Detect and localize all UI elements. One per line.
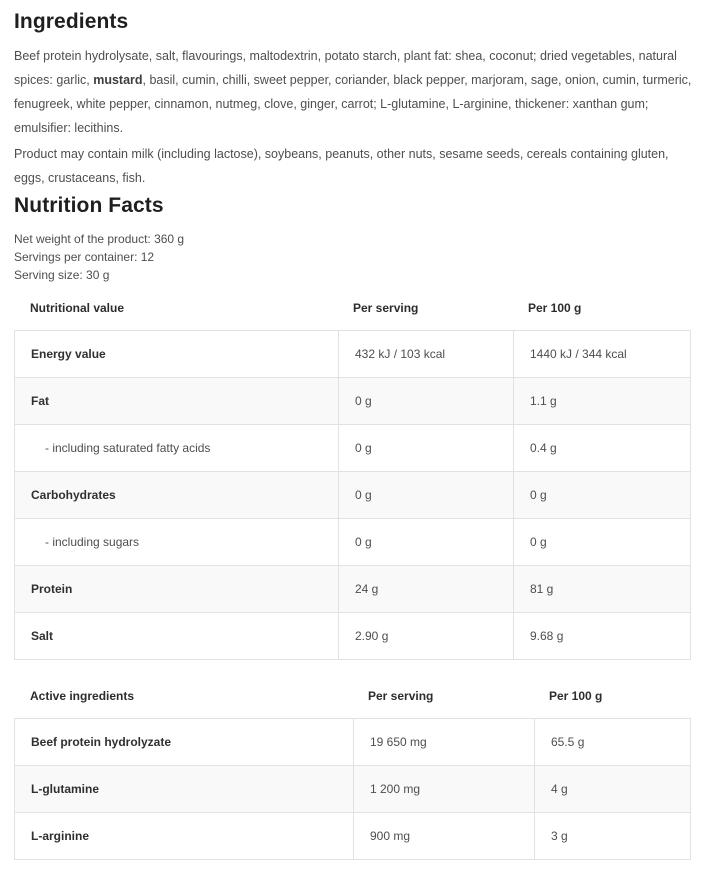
per-100g-value: 65.5 g [534,719,690,765]
per-serving-value: 19 650 mg [353,719,534,765]
per-serving-value: 432 kJ / 103 kcal [338,331,513,377]
row-label: L-arginine [31,829,90,843]
row-label: Carbohydrates [31,488,116,502]
nutrition-table [14,330,691,660]
per-100g-value: 0.4 g [513,425,690,471]
product-info-lines [14,230,692,284]
column-header-active-ingredients: Active ingredients [30,689,135,703]
per-serving-value: 2.90 g [338,613,513,659]
column-header-per-100g: Per 100 g [528,301,582,315]
serving-size-line: Serving size: 30 g [14,268,110,282]
ingredient-mustard-bold: mustard [93,73,143,87]
servings-per-container-line: Servings per container: 12 [14,250,155,264]
table-row-energy-value [15,331,690,377]
per-serving-value: 24 g [338,566,513,612]
table-row-saturated-fatty-acids [15,424,690,471]
column-header-per-serving: Per serving [368,689,434,703]
ingredients-paragraph [14,44,692,140]
per-serving-value: 0 g [338,378,513,424]
net-weight-line: Net weight of the product: 360 g [14,232,185,246]
per-100g-value: 9.68 g [513,613,690,659]
allergen-paragraph: Product may contain milk (including lactose), soybeans, peanuts, other nuts, sesame seeds, cereals containing gluten, eggs, crustaceans, fish. [14,147,669,185]
ingredients-title: Ingredients [14,10,129,33]
row-label: L-glutamine [31,782,99,796]
column-header-nutritional-value: Nutritional value [30,301,125,315]
table-row-l-arginine [15,812,690,859]
table-row-salt [15,612,690,659]
table-row-fat [15,377,690,424]
per-100g-value: 4 g [534,766,690,812]
per-100g-value: 1440 kJ / 344 kcal [513,331,690,377]
per-serving-value: 900 mg [353,813,534,859]
table-row-protein [15,565,690,612]
per-100g-value: 0 g [513,519,690,565]
column-header-per-100g: Per 100 g [549,689,603,703]
ingredients-text-continued: , basil, cumin, chilli, sweet pepper, coriander, black pepper, marjoram, sage, onion, cumin, turmeric, fenugreek, white pepper, cinnamon, nutmeg, clove, ginger, carrot; L-glutamine, L-arginine, thickener: xanthan gum; emulsifier: lecithins. [14,73,692,135]
table-row-carbohydrates [15,471,690,518]
per-serving-value: 1 200 mg [353,766,534,812]
per-100g-value: 0 g [513,472,690,518]
ingredients-text: Beef protein hydrolysate, salt, flavourings, maltodextrin, potato starch, plant fat: shea, coconut; dried vegetables, natural spices: garlic, [14,49,677,87]
row-label: - including saturated fatty acids [45,441,211,455]
table-row-sugars [15,518,690,565]
row-label: Energy value [31,347,106,361]
active-ingredients-table [14,718,691,860]
row-label: Protein [31,582,73,596]
column-header-per-serving: Per serving [353,301,419,315]
table-row-beef-protein-hydrolyzate [15,719,690,765]
per-serving-value: 0 g [338,519,513,565]
per-100g-value: 1.1 g [513,378,690,424]
row-label: - including sugars [45,535,140,549]
per-100g-value: 3 g [534,813,690,859]
table-row-l-glutamine [15,765,690,812]
row-label: Fat [31,394,49,408]
nutrition-facts-title: Nutrition Facts [14,194,164,217]
per-serving-value: 0 g [338,472,513,518]
per-100g-value: 81 g [513,566,690,612]
per-serving-value: 0 g [338,425,513,471]
nutrition-table-header [14,301,692,315]
row-label: Salt [31,629,54,643]
row-label: Beef protein hydrolyzate [31,735,172,749]
active-ingredients-table-header [14,689,692,703]
